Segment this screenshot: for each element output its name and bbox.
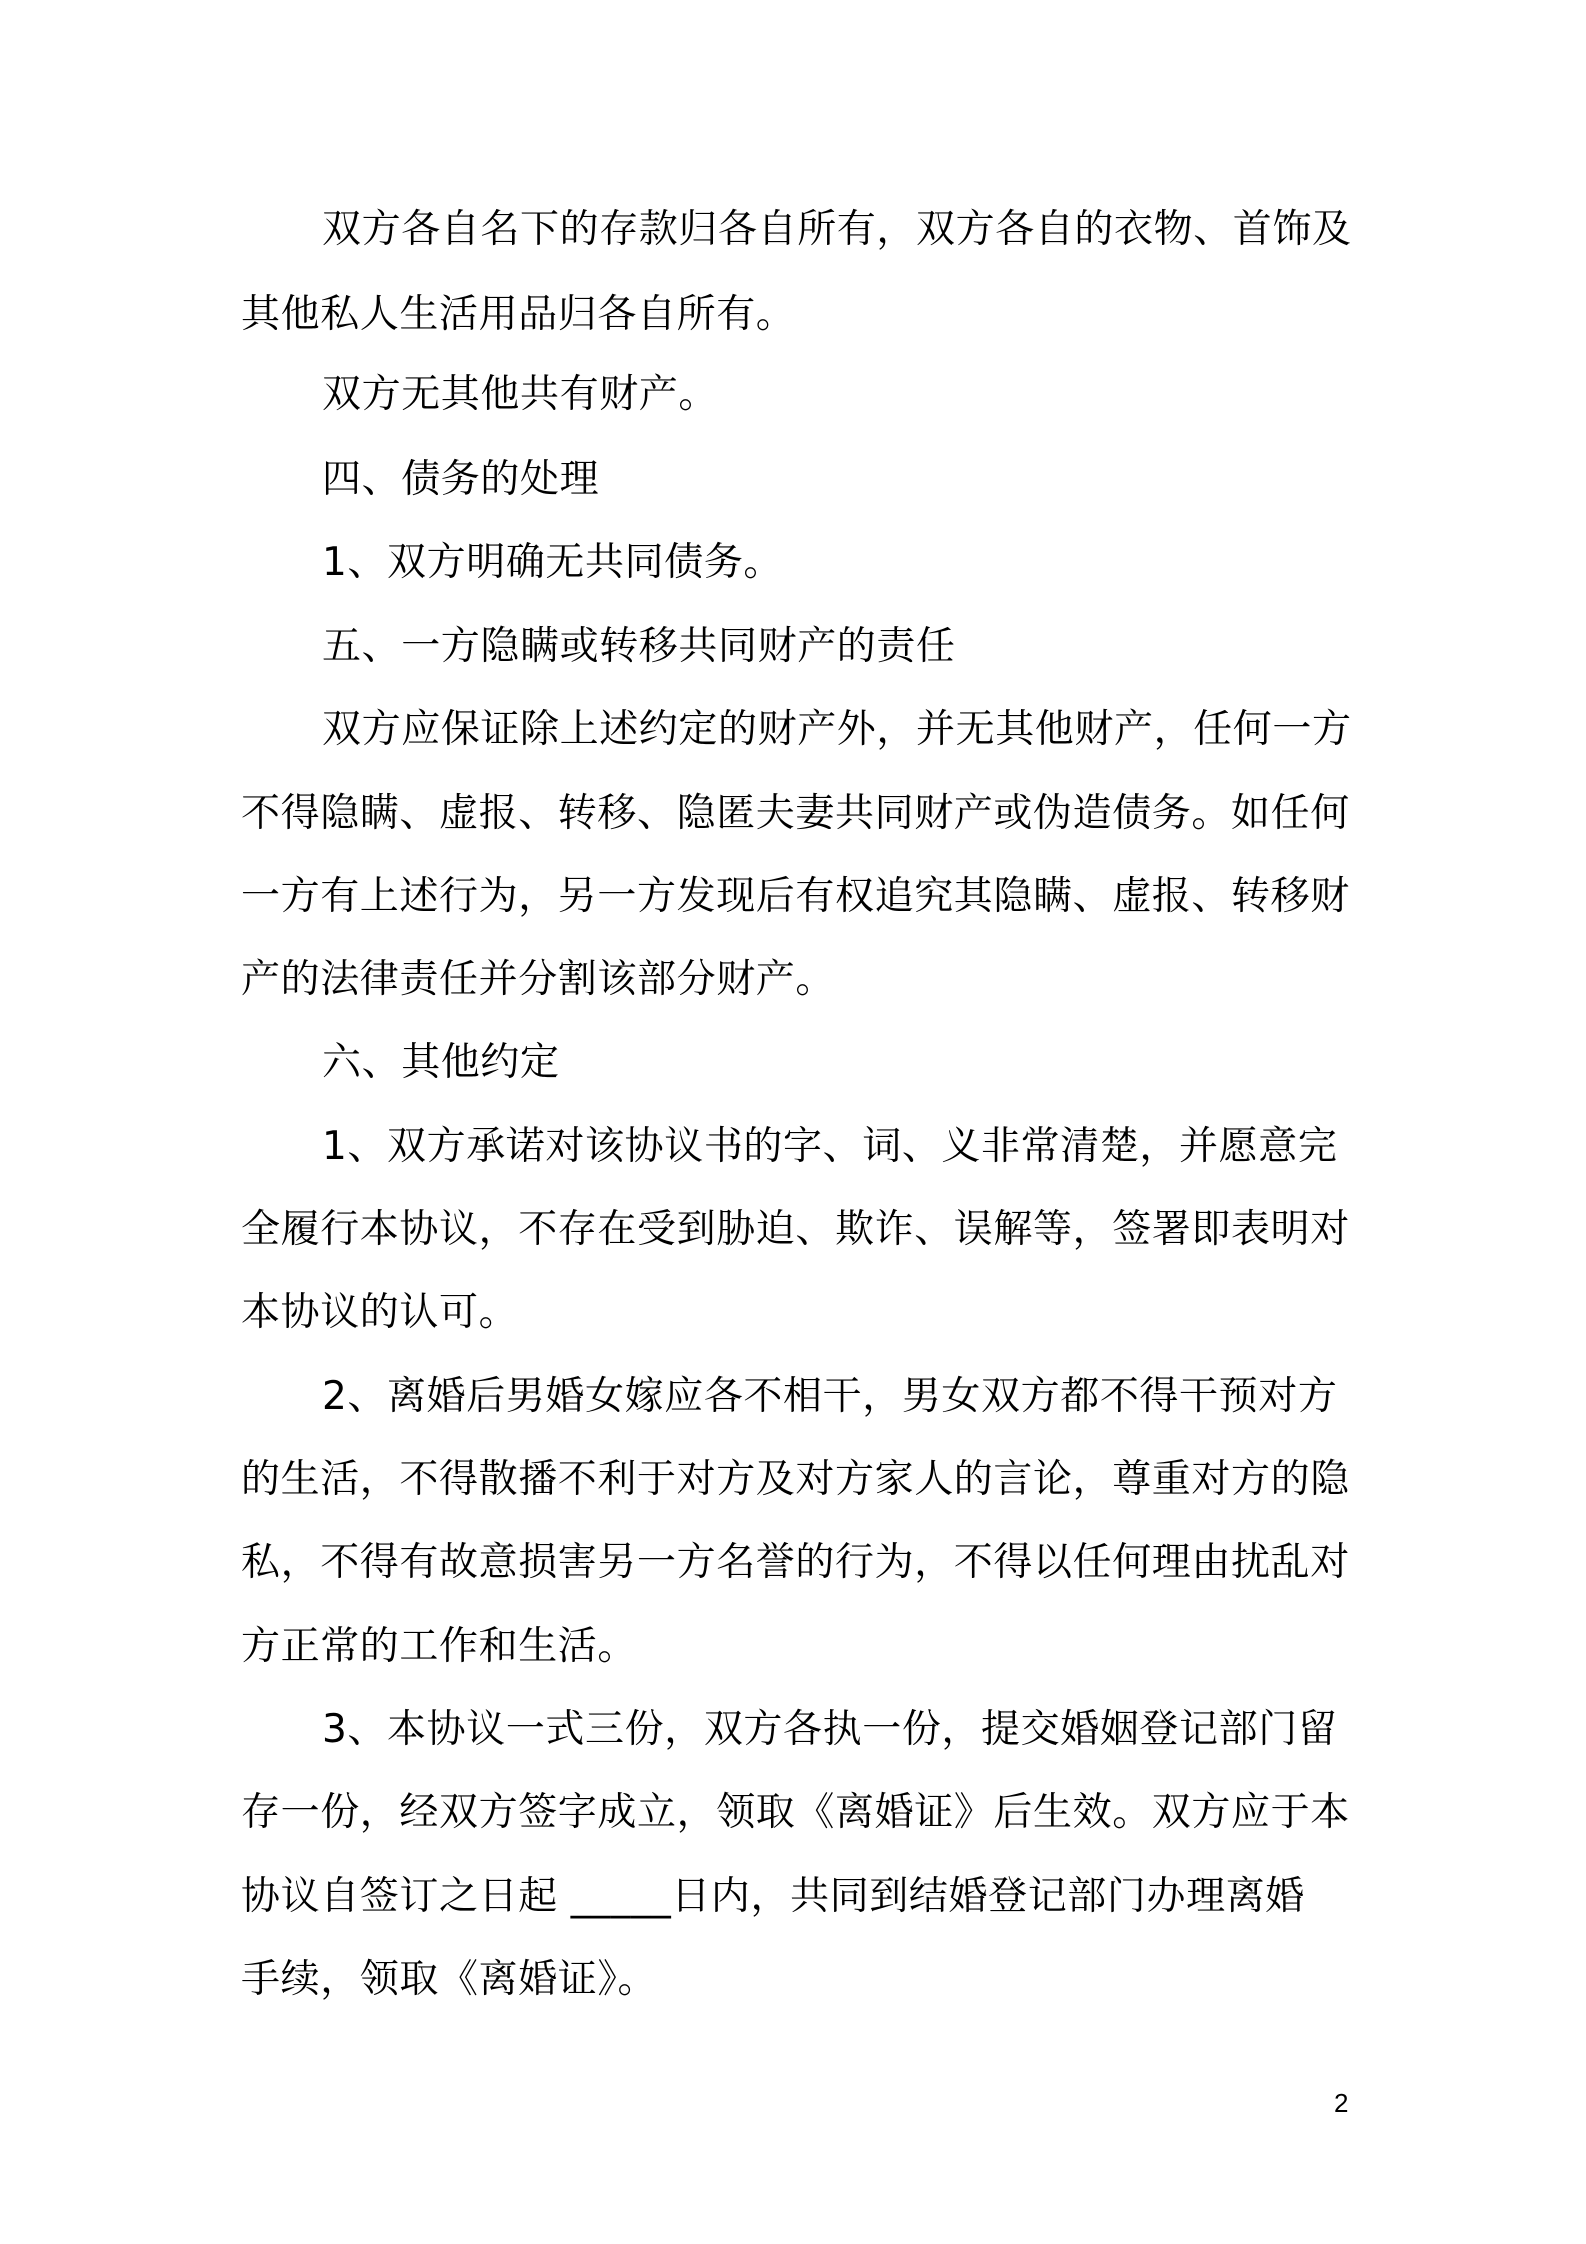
paragraph-line: 产的法律责任并分割该部分财产。: [241, 957, 836, 1002]
paragraph-line: 一方有上述行为，另一方发现后有权追究其隐瞒、虚报、转移财: [241, 874, 1350, 919]
paragraph-line: 私，不得有故意损害另一方名誉的行为，不得以任何理由扰乱对: [241, 1540, 1350, 1585]
paragraph-line: 手续，领取《离婚证》。: [241, 1957, 658, 2002]
paragraph-line: 双方应保证除上述约定的财产外，并无其他财产，任何一方: [322, 707, 1352, 752]
paragraph-line: 的生活，不得散播不利于对方及对方家人的言论，尊重对方的隐: [241, 1457, 1350, 1502]
paragraph-line: 协议自签订之日起 _____日内，共同到结婚登记部门办理离婚: [241, 1874, 1305, 1919]
paragraph-line: 双方无其他共有财产。: [322, 372, 719, 417]
paragraph-line: 不得隐瞒、虚报、转移、隐匿夫妻共同财产或伪造债务。如任何: [241, 791, 1350, 836]
section-heading: 四、债务的处理: [322, 457, 600, 502]
page-number: 2: [1334, 2088, 1349, 2118]
section-heading: 六、其他约定: [322, 1040, 560, 1085]
paragraph-line: 双方各自名下的存款归各自所有，双方各自的衣物、首饰及: [322, 207, 1352, 252]
paragraph-line: 1、双方承诺对该协议书的字、词、义非常清楚，并愿意完: [322, 1124, 1338, 1169]
paragraph-line: 全履行本协议，不存在受到胁迫、欺诈、误解等，签署即表明对: [241, 1207, 1350, 1252]
paragraph-line: 方正常的工作和生活。: [241, 1624, 638, 1669]
section-heading: 五、一方隐瞒或转移共同财产的责任: [322, 624, 956, 669]
paragraph-line: 3、本协议一式三份，双方各执一份，提交婚姻登记部门留: [322, 1707, 1338, 1752]
paragraph-line: 2、离婚后男婚女嫁应各不相干，男女双方都不得干预对方: [322, 1374, 1338, 1419]
list-item: 1、双方明确无共同债务。: [322, 540, 784, 585]
paragraph-line: 本协议的认可。: [241, 1290, 519, 1335]
paragraph-line: 其他私人生活用品归各自所有。: [241, 292, 796, 337]
paragraph-line: 存一份，经双方签字成立，领取《离婚证》后生效。双方应于本: [241, 1790, 1350, 1835]
